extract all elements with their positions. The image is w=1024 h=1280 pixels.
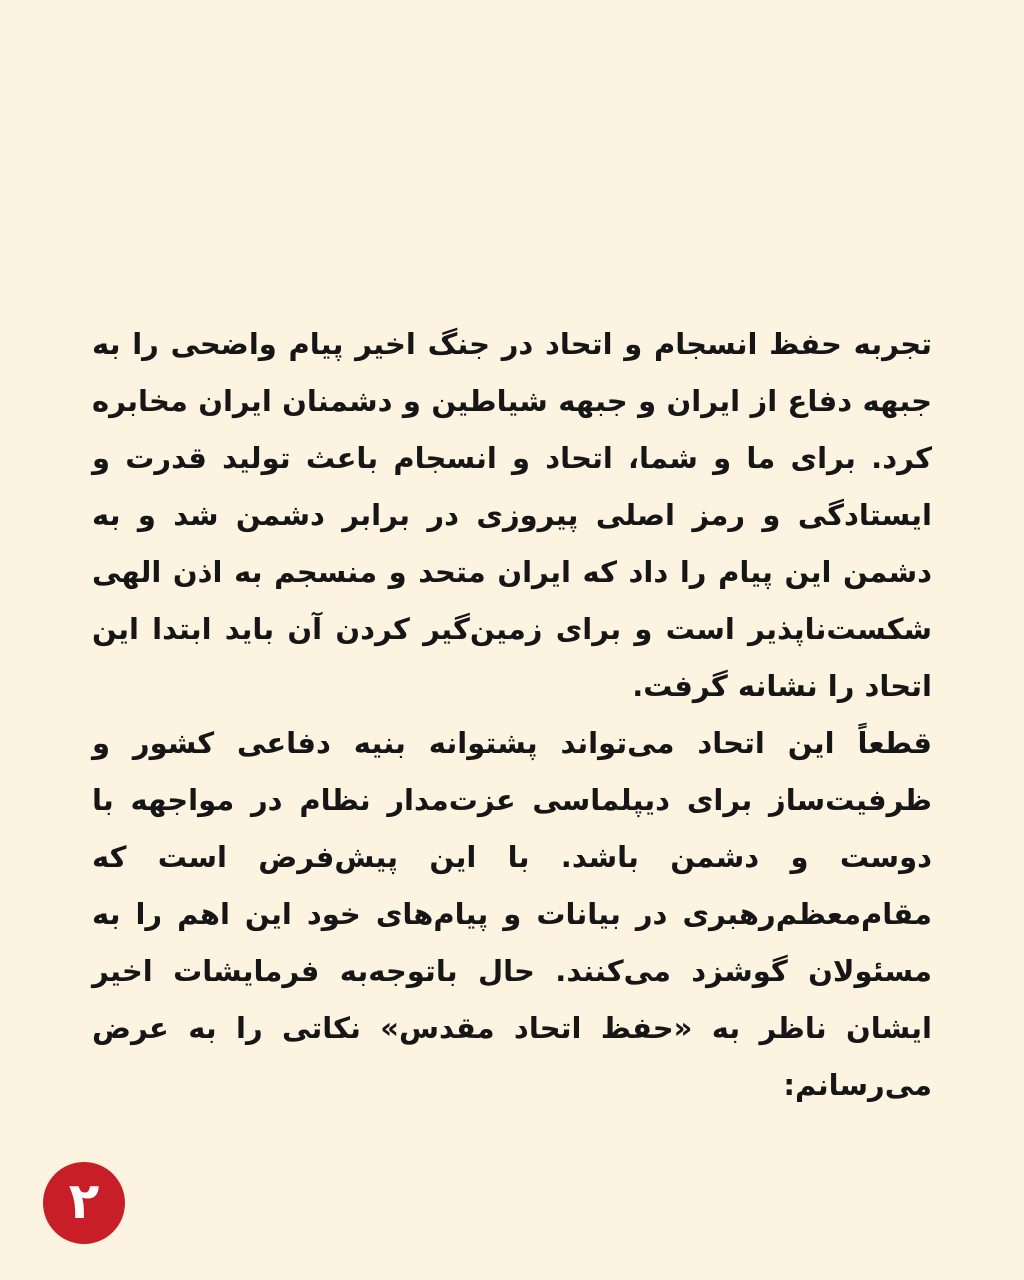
article-body (92, 316, 932, 1114)
page-number: ۲ (68, 1172, 100, 1230)
paragraph-2: قطعاً این اتحاد می‌تواند پشتوانه بنیه دفاعی کشور و ظرفیت‌ساز برای دیپلماسی عزت‌مدار نظام در مواجهه با دوست و دشمن باشد. با این پیش‌فرض است که مقام‌معظم‌رهبری در بیانات و پیام‌های خود این اهم را به مسئولان گوشزد می‌کنند. حال باتوجه‌به فرمایشات اخیر ایشان ناظر به «حفظ اتحاد مقدس» نکاتی را به عرض می‌رسانم: (92, 726, 932, 1102)
paragraph-1: تجربه حفظ انسجام و اتحاد در جنگ اخیر پیام واضحی را به جبهه دفاع از ایران و جبهه شیاطین و دشمنان ایران مخابره کرد. برای ما و شما، اتحاد و انسجام باعث تولید قدرت و ایستادگی و رمز اصلی پیروزی در برابر دشمن شد و به دشمن این پیام را داد که ایران متحد و منسجم به اذن الهی شکست‌ناپذیر است و برای زمین‌گیر کردن آن باید ابتدا این اتحاد را نشانه گرفت. (92, 327, 932, 703)
page-number-badge (43, 1162, 125, 1244)
